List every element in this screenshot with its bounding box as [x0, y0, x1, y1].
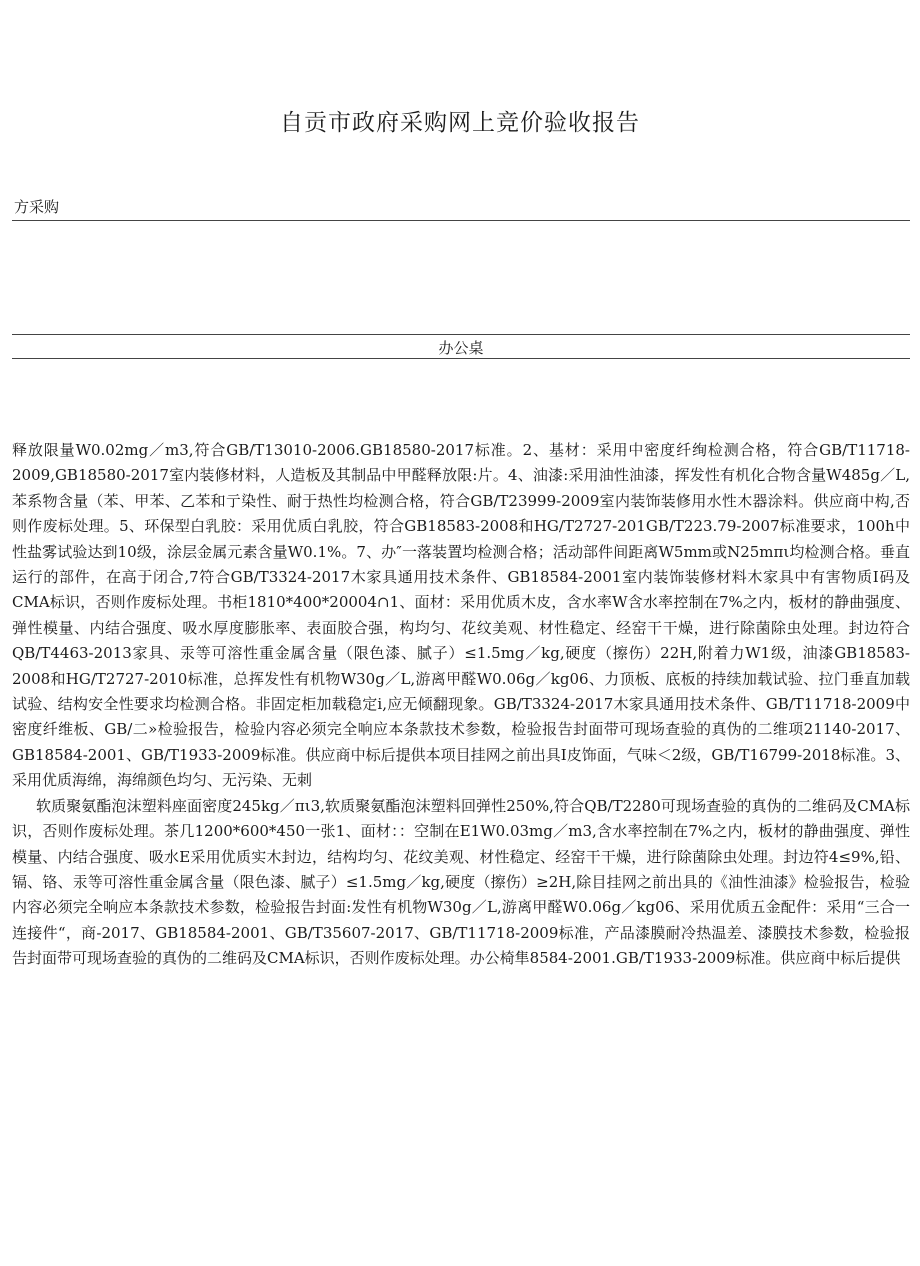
section-header: 办公桌 [12, 338, 910, 359]
paragraph-1: 释放限量W0.02mg／m3,符合GB/T13010-2006.GB18580-2017标准。2、基材：采用中密度纤绚检测合格，符合GB/T11718-2009,GB18580-2017室内装修材料，人造板及其制品中甲醛释放限:片。4、油漆:采用油性油漆，挥发性有机化合物含量W485g／L,苯系物含量（苯、甲苯、乙苯和亍染性、耐于热性均检测合格，符合GB/T23999-2009室内装饰装修用水性木器涂料。供应商中构,否则作废标处理。5、环保型白乳胶：采用优质白乳胶，符合GB18583-2008和HG/T2727-201GB/T223.79-2007标准要求，100h中性盐雾试验达到10级，涂层金属元素含量W0.1%。7、办″一落装置均检测合格；活动部件间距离W5mm或N25mπι均检测合格。垂直运行的部件，在高于闭合,7符合GB/T3324-2017木家具通用技术条件、GB18584-2001室内装饰装修材料木家具中有害物质I码及CMA标识，否则作废标处理。书柜1810*400*20004∩1、面材：采用优质木皮，含水率W含水率控制在7%之内，板材的静曲强度、弹性模量、内结合强度、吸水厚度膨胀率、表面胶合强，构均匀、花纹美观、材性稳定、经窑干干燥，进行除菌除虫处理。封边符合QB/T4463-2013家具、汞等可溶性重金属含量（限色漆、腻子）≤1.5mg／kg,硬度（擦伤）22H,附着力W1级，油漆GB18583-2008和HG/T2727-2010标准，总挥发性有机物W30g／L,游离甲醛W0.06g／kg06、力顶板、底板的持续加载试验、拉门垂直加载试验、结构安全性要求均检测合格。非固定柜加载稳定i,应无倾翻现象。GB/T3324-2017木家具通用技术条件、GB/T11718-2009中密度纤维板、GB/二»检验报告，检验内容必须完全响应本条款技术参数，检验报告封面带可现场查验的真伪的二维项21140-2017、GB18584-2001、GB/T1933-2009标准。供应商中标后提供本项目挂网之前出具I皮饰面，气味＜2级，GB/T16799-2018标准。3、采用优质海绵，海绵颜色均匀、无污染、无刺 [12, 441, 910, 790]
page-title: 自贡市政府采购网上竞价验收报告 [280, 110, 640, 136]
body-text [12, 438, 910, 972]
paragraph-2: 软质聚氨酯泡沫塑料座面密度245kg／πι3,软质聚氨酯泡沫塑料回弹性250%,符合QB/T2280可现场查验的真伪的二维码及CMA标识，否则作废标处理。茶几1200*600*450一张1、面材：：空制在E1W0.03mg／m3,含水率控制在7%之内，板材的静曲强度、弹性模量、内结合强度、吸水E采用优质实木封边，结构均匀、花纹美观、材性稳定、经窑干干燥，进行除菌除虫处理。封边符4≤9%,铅、镉、铬、汞等可溶性重金属含量（限色漆、腻子）≤1.5mg／kg,硬度（擦伤）≥2H,除目挂网之前出具的《油性油漆》检验报告，检验内容必须完全响应本条款技术参数，检验报告封面:发性有机物W30g／L,游离甲醛W0.06g／kg06、采用优质五金配件：采用“三合一连接件“，商-2017、GB18584-2001、GB/T35607-2017、GB/T11718-2009标准，产品漆膜耐冷热温差、漆膜技术参数，检验报告封面带可现场查验的真伪的二维码及CMA标识，否则作废标处理。办公椅隼8584-2001.GB/T1933-2009标准。供应商中标后提供 [12, 796, 910, 968]
buyer-label: 方采购 [14, 198, 60, 216]
buyer-field-row [12, 196, 910, 221]
section-divider [12, 334, 910, 335]
